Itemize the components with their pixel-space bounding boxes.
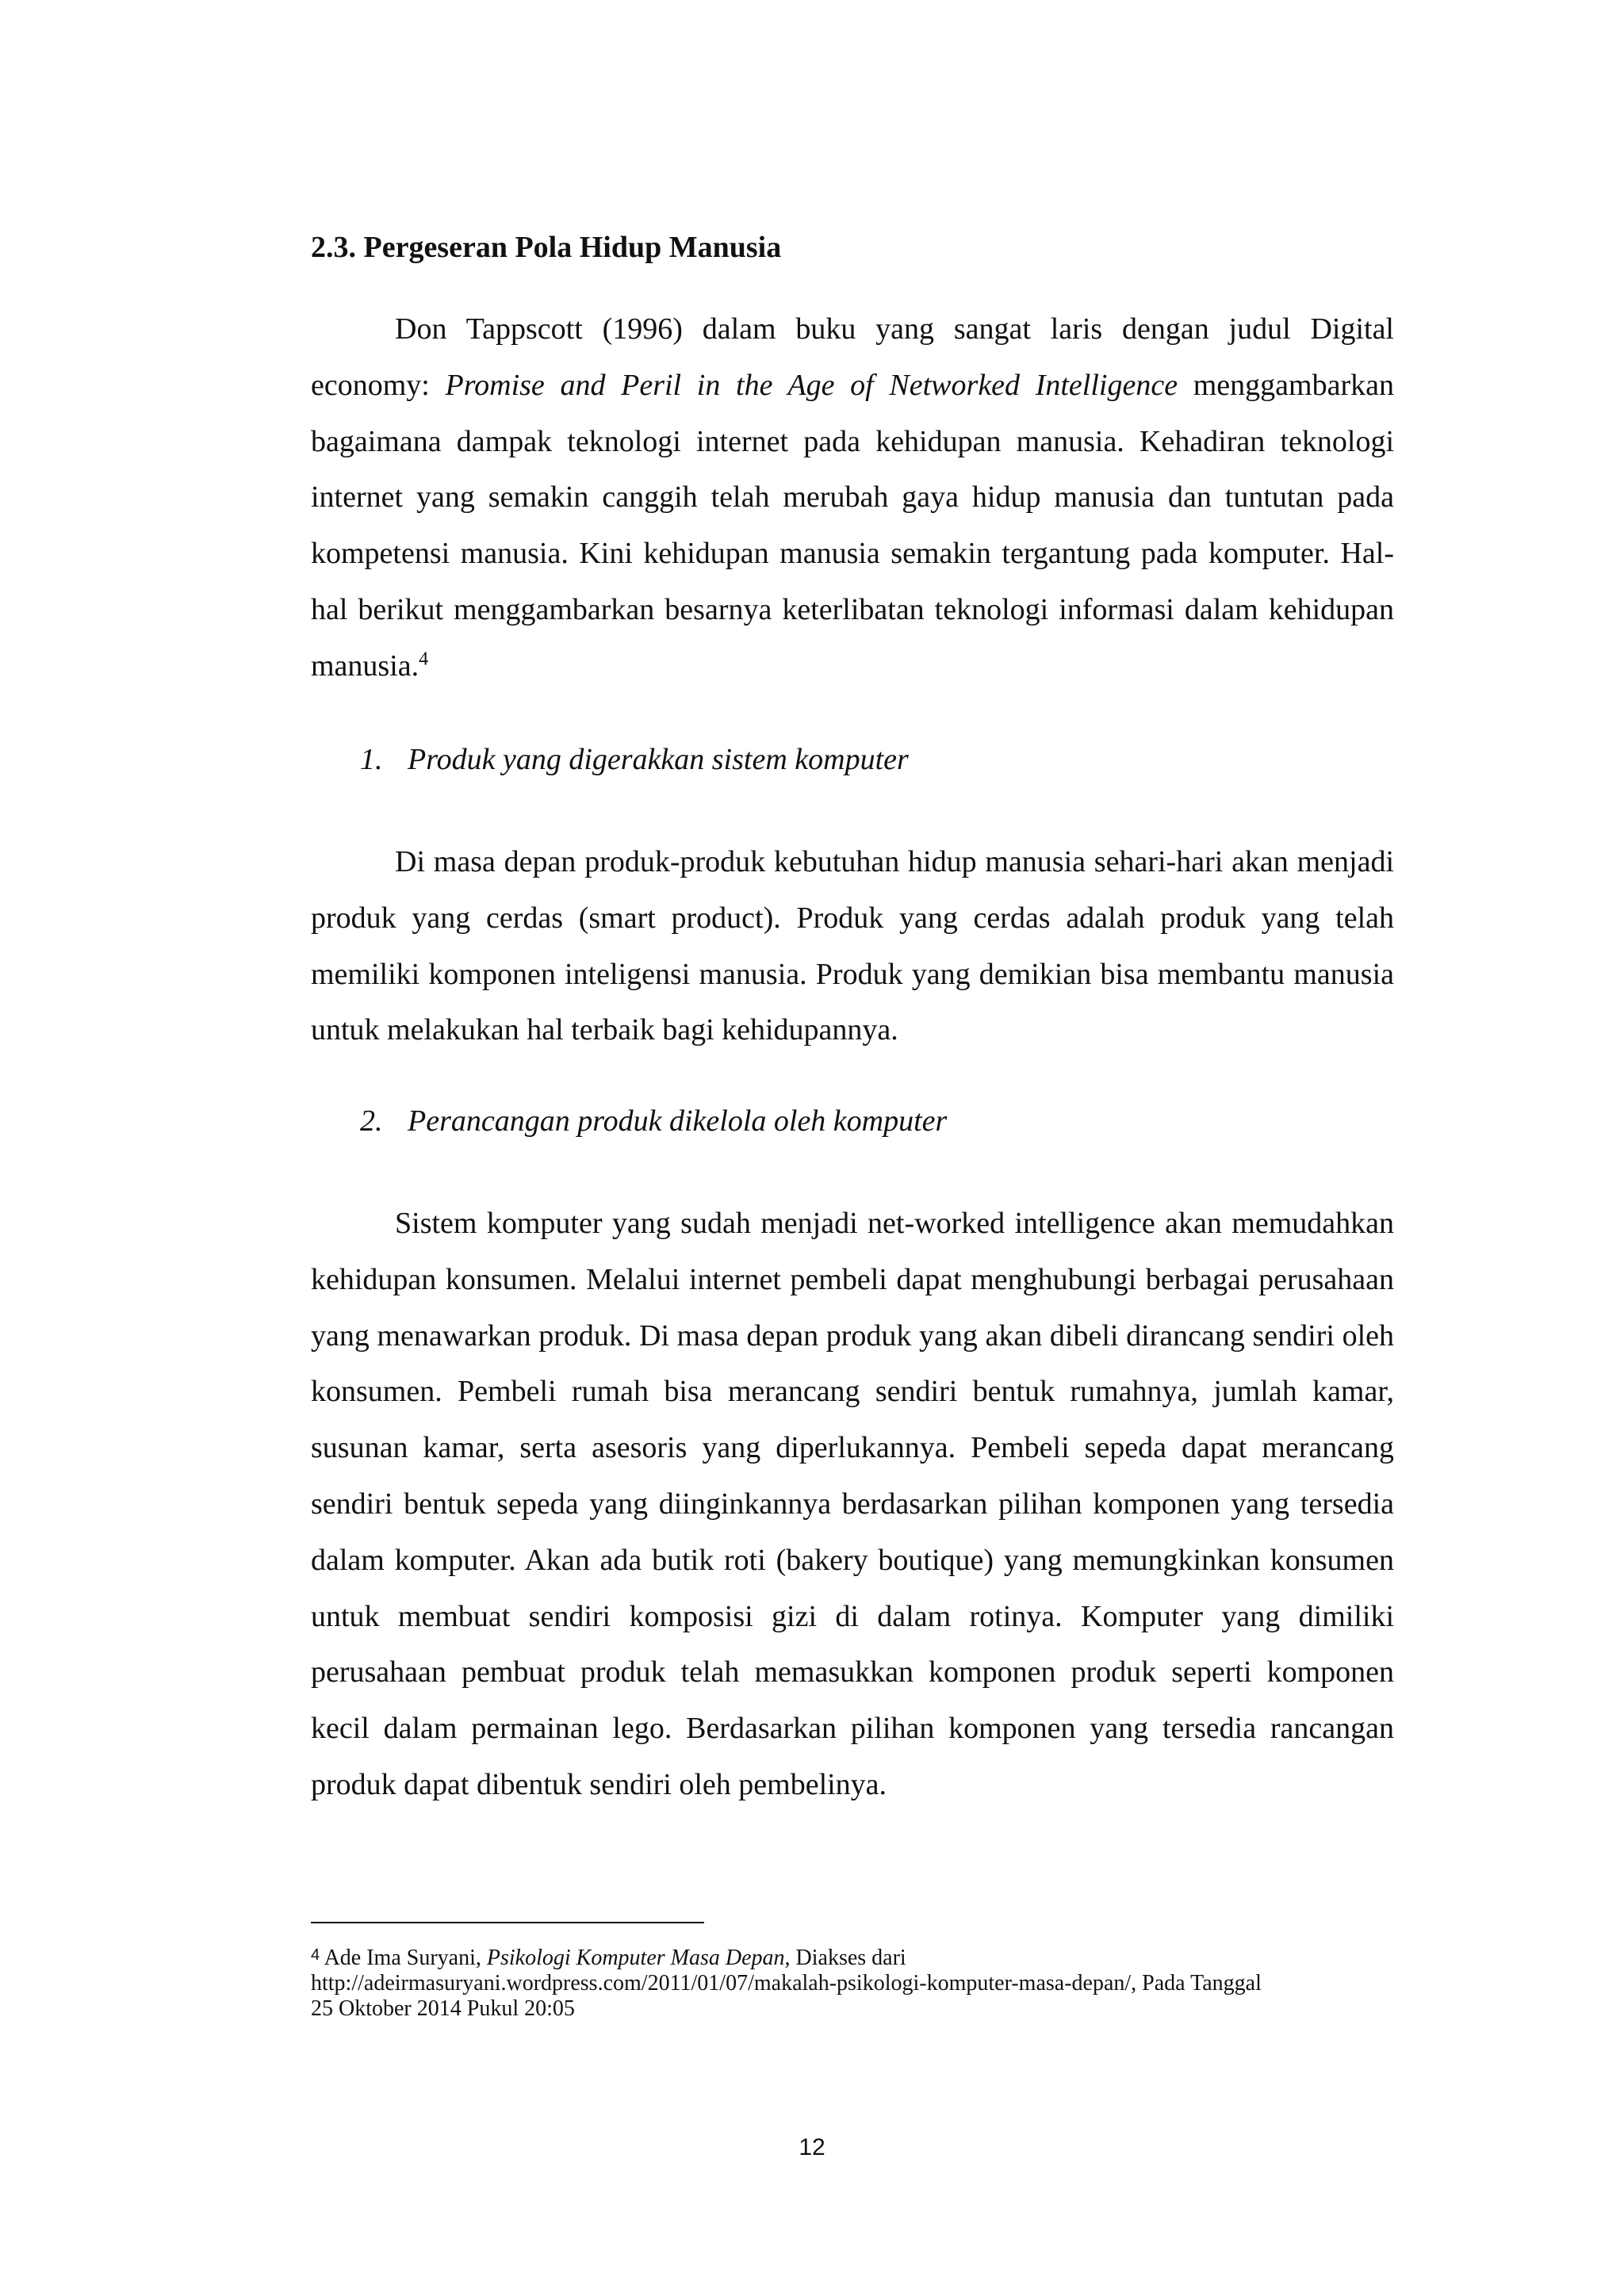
footnote-accessed: Diakses dari [790,1946,906,1970]
intro-paragraph [311,301,1394,695]
footnote-url-line: http://adeirmasuryani.wordpress.com/2011/01/07/makalah-psikologi-komputer-masa-depan/, Pada Tanggal [311,1971,1262,1996]
footnote-reference: 4 [419,649,429,670]
list-item-1 [360,739,909,780]
footnote [311,1942,1421,2022]
footnote-author: Ade Ima Suryani, [320,1946,487,1970]
intro-rest-text: menggambarkan bagaimana dampak teknologi internet pada kehidupan manusia. Kehadiran teknologi internet yang semakin canggih telah merubah gaya hidup manusia dan tuntutan pada kompetensi manusia. Kini kehidupan manusia semakin tergantung pada komputer. Hal-hal berikut menggambarkan besarnya keterlibatan teknologi informasi dalam kehidupan manusia. [311,368,1394,683]
footnote-line-1 [311,1942,1421,1971]
list-item-2 [360,1100,947,1142]
intro-lead-text: Don Tappscott (1996) dalam buku yang sangat laris dengan judul Digital economy: [311,312,1394,402]
footnote-mark: 4 [311,1946,320,1964]
book-title: Promise and Peril in the Age of Networked Intelligence [445,368,1178,402]
list-item-1-number: 1. [360,743,383,776]
list-item-1-title: Produk yang digerakkan sistem komputer [408,743,909,776]
footnote-title: Psikologi Komputer Masa Depan, [486,1946,791,1970]
section-heading: 2.3. Pergeseran Pola Hidup Manusia [311,231,782,264]
footnote-date-line: 25 Oktober 2014 Pukul 20:05 [311,1996,575,2021]
footnote-divider [311,1922,704,1923]
item-2-paragraph: Sistem komputer yang sudah menjadi net-worked intelligence akan memudahkan kehidupan konsumen. Melalui internet pembeli dapat menghubungi berbagai perusahaan yang menawarkan produk. Di masa depan produk yang akan dibeli dirancang sendiri oleh konsumen. Pembeli rumah bisa merancang sendiri bentuk rumahnya, jumlah kamar, susunan kamar, serta asesoris yang diperlukannya. Pembeli sepeda dapat merancang sendiri bentuk sepeda yang diinginkannya berdasarkan pilihan komponen yang tersedia dalam komputer. Akan ada butik roti (bakery boutique) yang memungkinkan konsumen untuk membuat sendiri komposisi gizi di dalam rotinya. Komputer yang dimiliki perusahaan pembuat produk telah memasukkan komponen produk seperti komponen kecil dalam permainan lego. Berdasarkan pilihan komponen yang tersedia rancangan produk dapat dibentuk sendiri oleh pembelinya. [311,1207,1394,1801]
list-item-2-number: 2. [360,1104,383,1138]
page-number: 12 [799,2134,825,2160]
list-item-2-title: Perancangan produk dikelola oleh komputer [408,1104,948,1138]
item-1-paragraph: Di masa depan produk-produk kebutuhan hidup manusia sehari-hari akan menjadi produk yang cerdas (smart product). Produk yang cerdas adalah produk yang telah memiliki komponen inteligensi manusia. Produk yang demikian bisa membantu manusia untuk melakukan hal terbaik bagi kehidupannya. [311,845,1394,1047]
